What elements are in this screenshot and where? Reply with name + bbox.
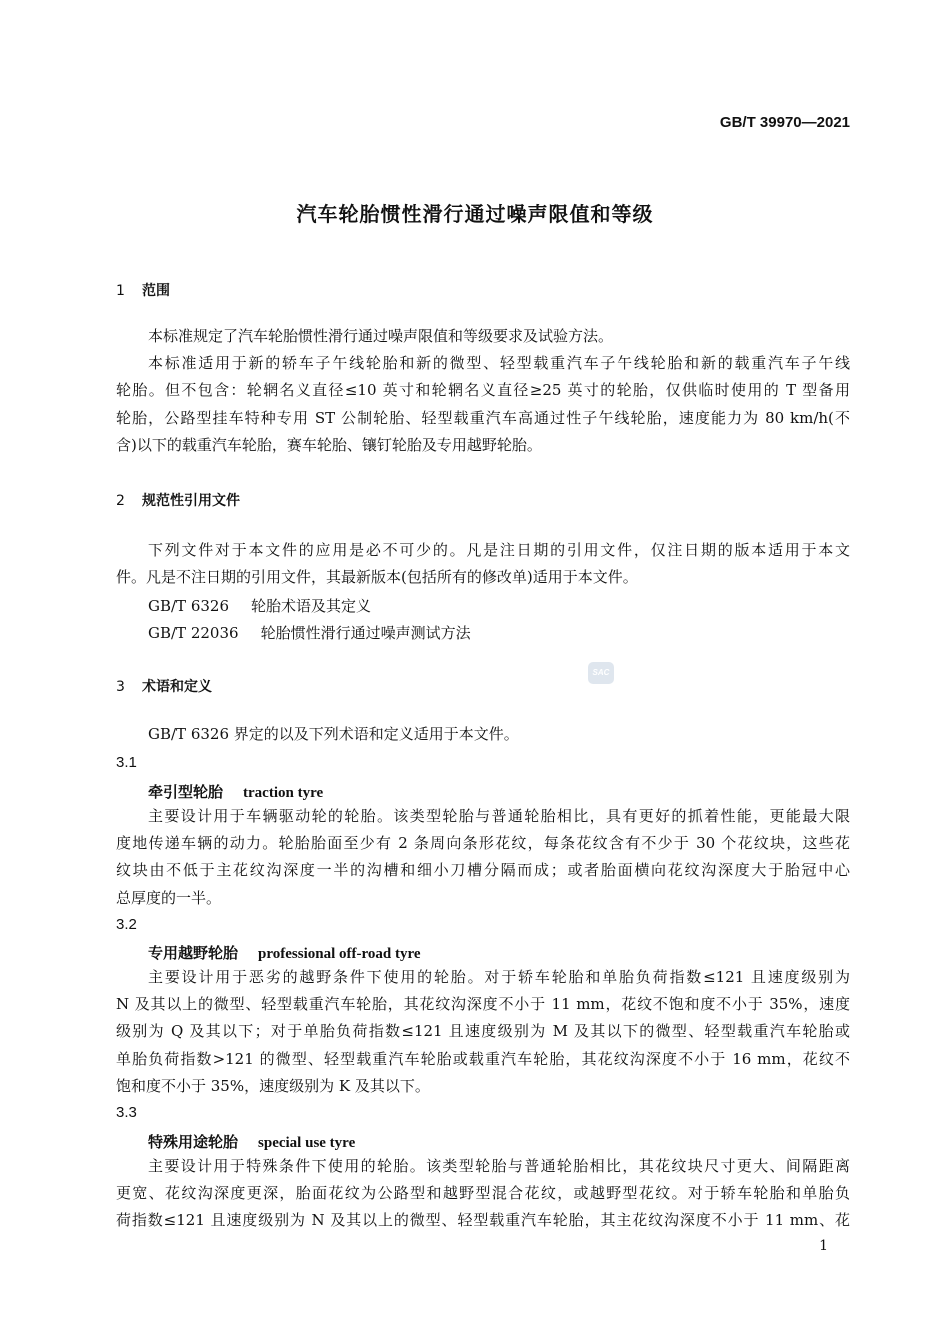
section-number: 1 — [116, 283, 125, 299]
term-definition — [116, 1153, 850, 1235]
term-zh: 专用越野轮胎 — [148, 944, 239, 962]
paragraph-line: 本标准规定了汽车轮胎惯性滑行通过噪声限值和等级要求及试验方法。 — [148, 327, 614, 345]
paragraph-line: 轮胎。但不包含：轮辋名义直径≤10 英寸和轮辋名义直径≥25 英寸的轮胎，仅供临时使用的 T 型备用 — [116, 381, 850, 400]
section-2-heading — [116, 490, 240, 510]
paragraph-line: 含)以下的载重汽车轮胎，赛车轮胎、镶钉轮胎及专用越野轮胎。 — [116, 435, 542, 454]
paragraph-line: 荷指数≤121 且速度级别为 N 及其以上的微型、轻型载重汽车轮胎，其主花纹沟深度不小于 11 mm、花 — [116, 1211, 850, 1230]
paragraph-line: 单胎负荷指数>121 的微型、轻型载重汽车轮胎或载重汽车轮胎，其花纹沟深度不小于 16 mm，花纹不 — [116, 1049, 850, 1068]
clause-number: 3.3 — [116, 1104, 137, 1121]
reference-item — [148, 622, 471, 643]
paragraph-line: 轮胎，公路型挂车特种专用 ST 公制轮胎、轻型载重汽车高通过性子午线轮胎，速度能力为 80 km/h(不 — [116, 408, 850, 427]
paragraph-line: 下列文件对于本文件的应用是必不可少的。凡是注日期的引用文件，仅注日期的版本适用于本文 — [148, 541, 850, 559]
term-en: professional off-road tyre — [258, 946, 421, 962]
paragraph-line: 总厚度的一半。 — [116, 888, 222, 907]
term-definition — [116, 803, 850, 912]
paragraph-line: 度地传递车辆的动力。轮胎胎面至少有 2 条周向条形花纹，每条花纹含有不少于 30 个花纹块，这些花 — [116, 834, 850, 853]
term-zh: 牵引型轮胎 — [148, 783, 224, 801]
paragraph-line: 饱和度不小于 35%，速度级别为 K 及其以下。 — [116, 1076, 430, 1095]
clause-number: 3.2 — [116, 916, 137, 933]
paragraph-line: 级别为 Q 及其以下；对于单胎负荷指数≤121 且速度级别为 M 及其以下的微型、轻型载重汽车轮胎或 — [116, 1022, 850, 1041]
term-zh: 特殊用途轮胎 — [148, 1133, 239, 1151]
reference-code: GB/T 22036 — [148, 624, 239, 642]
paragraph-line: 纹块由不低于主花纹沟深度一半的沟槽和细小刀槽分隔而成；或者胎面横向花纹沟深度大于胎冠中心 — [116, 861, 850, 880]
standard-number: GB/T 39970—2021 — [719, 114, 850, 131]
paragraph-line: GB/T 6326 界定的以及下列术语和定义适用于本文件。 — [148, 725, 519, 743]
section-3-heading — [116, 676, 212, 696]
section-1-body — [116, 323, 850, 459]
term-heading — [148, 1131, 355, 1152]
reference-item — [148, 595, 371, 616]
paragraph-line: N 及其以上的微型、轻型载重汽车轮胎，其花纹沟深度不小于 11 mm，花纹不饱和度不小于 35%，速度 — [116, 995, 850, 1014]
section-1-heading — [116, 280, 170, 300]
reference-title: 轮胎惯性滑行通过噪声测试方法 — [260, 624, 471, 642]
section-number: 2 — [116, 493, 125, 509]
paragraph-line: 件。凡是不注日期的引用文件，其最新版本(包括所有的修改单)适用于本文件。 — [116, 568, 638, 587]
term-en: special use tyre — [258, 1135, 356, 1151]
term-heading — [148, 781, 323, 802]
paragraph-line: 主要设计用于车辆驱动轮的轮胎。该类型轮胎与普通轮胎相比，具有更好的抓着性能，更能最大限 — [148, 807, 850, 825]
document-title: 汽车轮胎惯性滑行通过噪声限值和等级 — [296, 202, 654, 226]
clause-number: 3.1 — [116, 754, 137, 771]
section-title: 范围 — [142, 283, 170, 299]
paragraph-line: 本标准适用于新的轿车子午线轮胎和新的微型、轻型载重汽车子午线轮胎和新的载重汽车子午线 — [148, 354, 850, 373]
reference-title: 轮胎术语及其定义 — [251, 597, 372, 615]
page-number: 1 — [819, 1238, 828, 1254]
reference-code: GB/T 6326 — [148, 597, 230, 615]
paragraph-line: 主要设计用于恶劣的越野条件下使用的轮胎。对于轿车轮胎和单胎负荷指数≤121 且速度级别为 — [148, 968, 850, 986]
term-heading — [148, 942, 421, 963]
section-2-body — [116, 537, 850, 591]
section-title: 术语和定义 — [142, 679, 212, 695]
section-number: 3 — [116, 679, 125, 695]
term-en: traction tyre — [243, 785, 324, 801]
paragraph-line: 更宽、花纹沟深度更深，胎面花纹为公路型和越野型混合花纹，或越野型花纹。对于轿车轮胎和单胎负 — [116, 1184, 850, 1203]
sac-watermark-logo: SAC — [588, 662, 614, 684]
term-definition — [116, 964, 850, 1100]
section-title: 规范性引用文件 — [142, 493, 240, 509]
section-3-body — [116, 721, 850, 748]
paragraph-line: 主要设计用于特殊条件下使用的轮胎。该类型轮胎与普通轮胎相比，其花纹块尺寸更大、间隔距离 — [148, 1157, 850, 1175]
